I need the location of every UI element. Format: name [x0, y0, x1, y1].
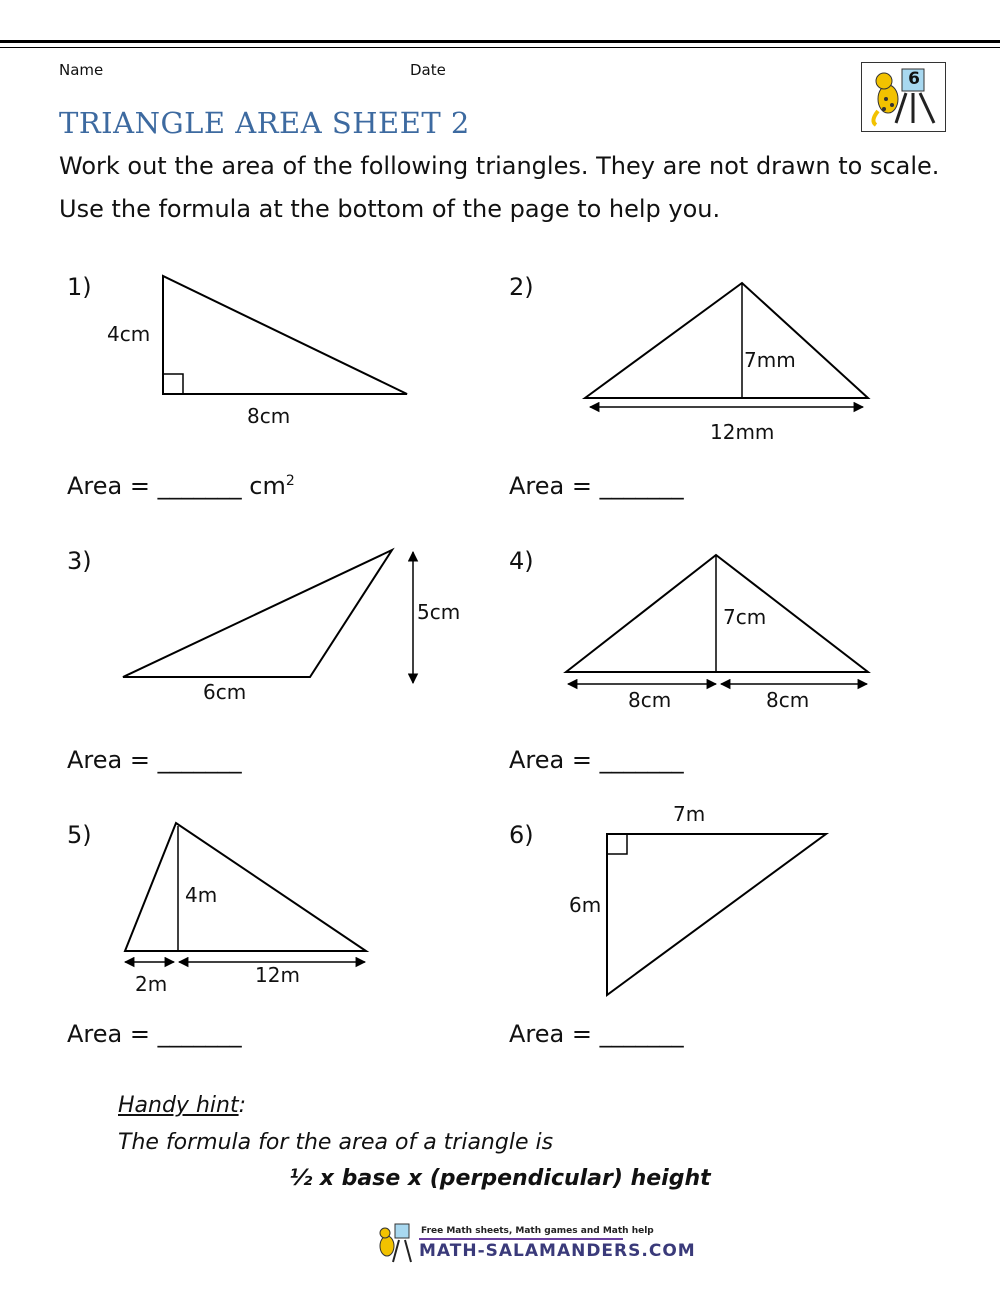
- footer-logo: [373, 1222, 696, 1264]
- right-angle-mark-1: [163, 374, 183, 394]
- answer-line-3: Area = _______: [67, 746, 242, 774]
- label-5-base-right: 12m: [255, 963, 300, 987]
- label-4-base-right: 8cm: [766, 688, 810, 712]
- triangle-5: [125, 823, 366, 951]
- answer-line-2: Area = _______: [509, 472, 684, 500]
- triangle-3: [123, 550, 392, 677]
- label-4-height: 7cm: [723, 605, 767, 629]
- label-2-base: 12mm: [710, 420, 775, 444]
- hint-heading-colon: :: [238, 1093, 246, 1118]
- label-5-base-left: 2m: [135, 972, 168, 996]
- question-number-3: 3): [67, 547, 92, 575]
- footer-underline: [419, 1238, 623, 1240]
- footer-site: MATH-SALAMANDERS.COM: [419, 1241, 696, 1261]
- question-number-5: 5): [67, 821, 92, 849]
- date-label: Date: [410, 61, 446, 79]
- triangle-1: [163, 276, 407, 394]
- answer-line-4: Area = _______: [509, 746, 684, 774]
- answer-prefix-1: Area = _______: [67, 472, 242, 500]
- label-1-height: 4cm: [107, 322, 151, 346]
- answer-line-6: Area = _______: [509, 1020, 684, 1048]
- instruction-line-2: Use the formula at the bottom of the page to help you.: [59, 195, 721, 223]
- question-number-4: 4): [509, 547, 534, 575]
- grade-number: 6: [908, 69, 920, 89]
- hint-heading-text: Handy hint: [118, 1093, 239, 1118]
- label-5-height: 4m: [185, 883, 218, 907]
- question-number-2: 2): [509, 273, 534, 301]
- instruction-line-1: Work out the area of the following triangles. They are not drawn to scale.: [59, 152, 940, 180]
- right-angle-mark-6: [607, 834, 627, 854]
- label-3-height: 5cm: [417, 600, 461, 624]
- triangle-6: [607, 834, 826, 995]
- hint-text: The formula for the area of a triangle is: [118, 1130, 554, 1155]
- page-title: TRIANGLE AREA SHEET 2: [59, 106, 470, 140]
- footer-salamander-icon: [373, 1222, 413, 1264]
- question-number-1: 1): [67, 273, 92, 301]
- label-1-base: 8cm: [247, 404, 291, 428]
- hint-heading: [118, 1093, 246, 1118]
- triangle-4: [566, 555, 868, 672]
- triangle-2: [585, 283, 868, 398]
- label-4-base-left: 8cm: [628, 688, 672, 712]
- answer-unit-1: cm: [249, 472, 286, 500]
- label-3-base: 6cm: [203, 680, 247, 704]
- label-6-top: 7m: [673, 802, 706, 826]
- answer-line-5: Area = _______: [67, 1020, 242, 1048]
- answer-exponent-1: 2: [285, 473, 295, 489]
- name-label: Name: [59, 61, 104, 79]
- answer-line-1: [67, 472, 295, 500]
- question-number-6: 6): [509, 821, 534, 849]
- label-2-height: 7mm: [744, 348, 796, 372]
- area-formula: ½ x base x (perpendicular) height: [289, 1166, 711, 1191]
- footer-tagline: Free Math sheets, Math games and Math help: [421, 1226, 654, 1236]
- label-6-side: 6m: [569, 893, 602, 917]
